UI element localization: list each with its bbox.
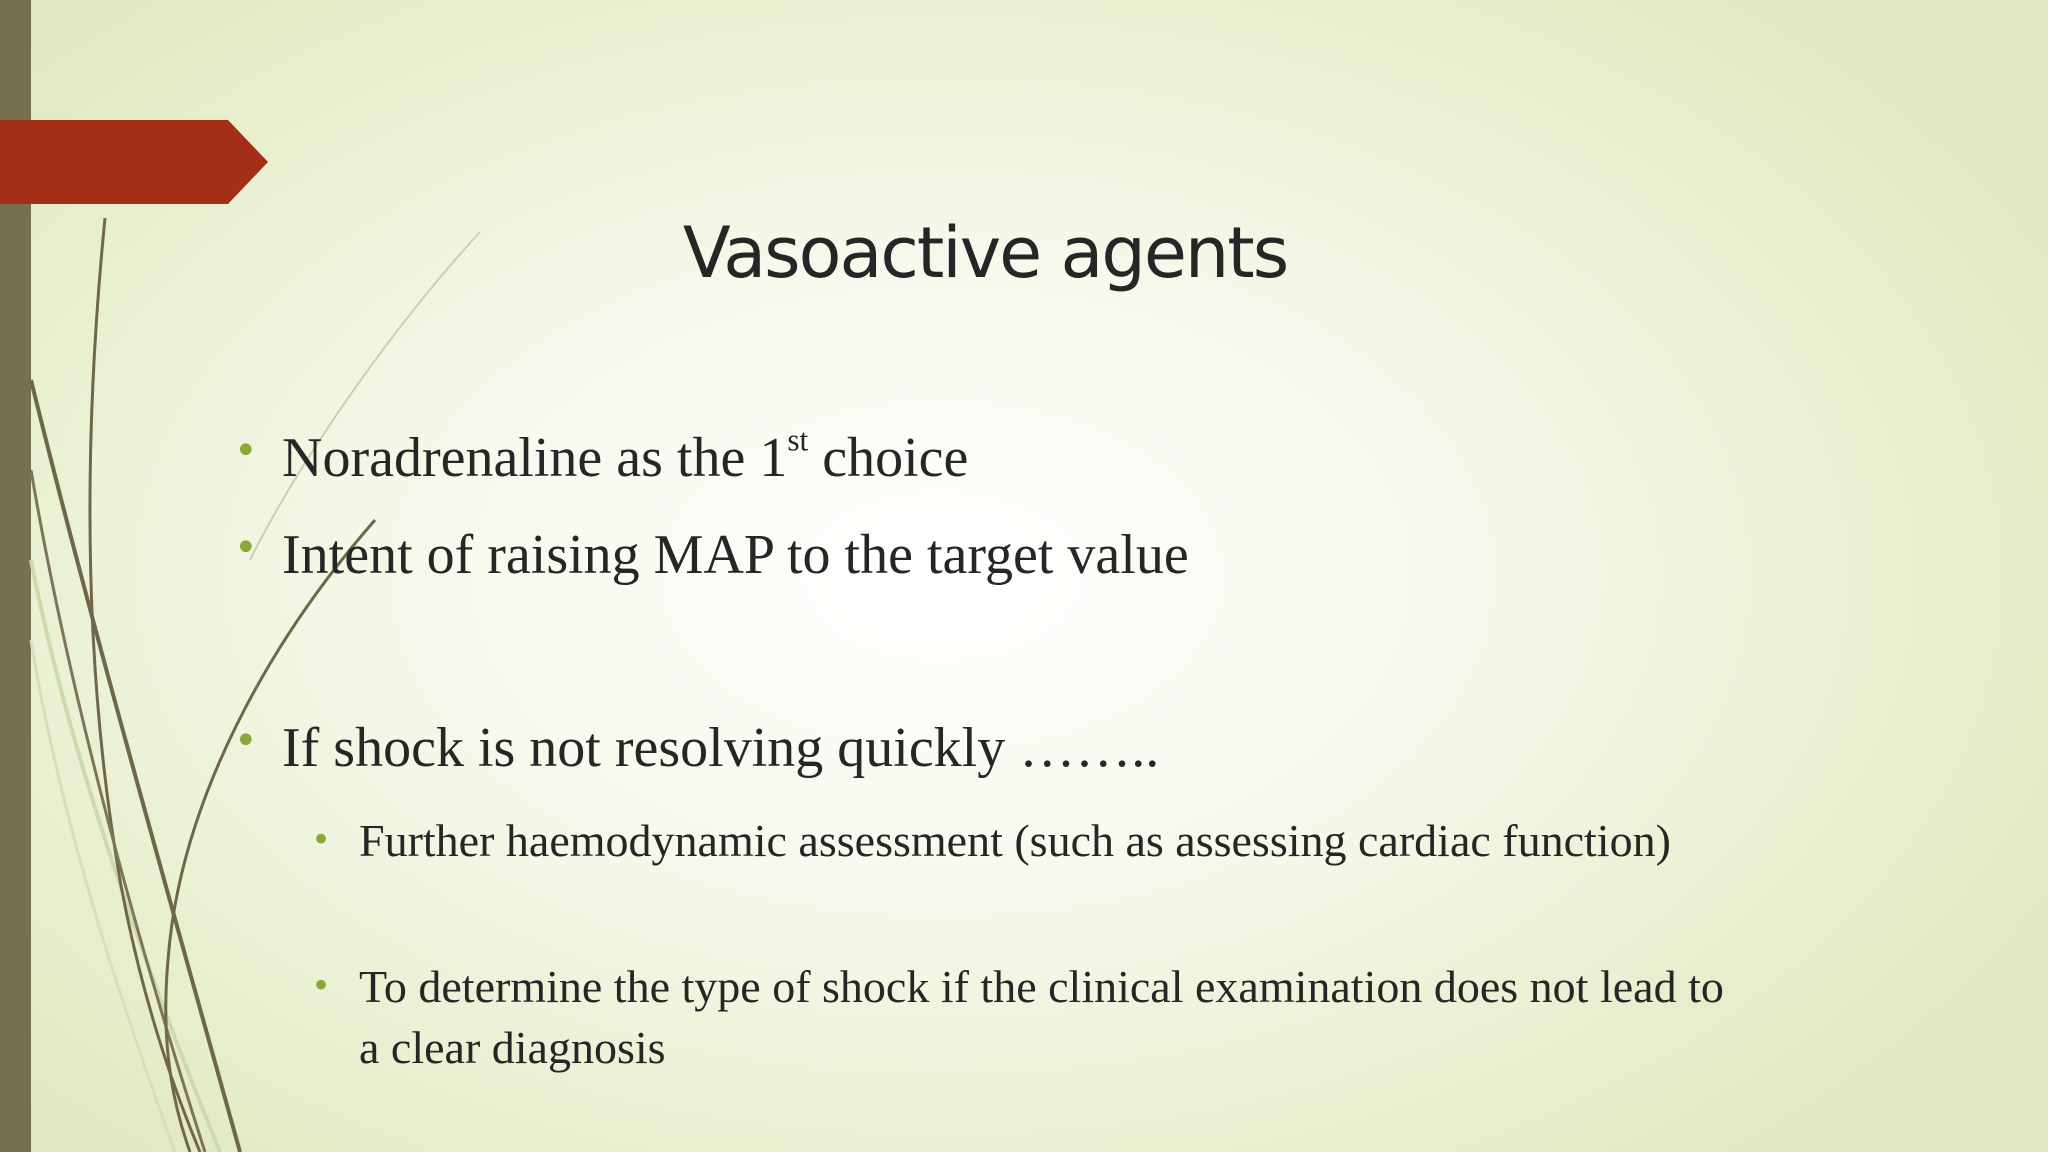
sub-bullet-determine-shock-type: • To determine the type of shock if the clinical examination does not lead to a clear diagnosis [359, 956, 1749, 1078]
bullet-dot-icon: • [311, 820, 332, 860]
bullet-dot-icon: • [311, 966, 332, 1006]
bullet-dot-icon: • [234, 718, 258, 764]
slide-title: Vasoactive agents [682, 212, 1288, 294]
bullet-dot-icon: • [234, 428, 258, 474]
bullet-shock-not-resolving: • If shock is not resolving quickly …….. [234, 717, 1160, 779]
sub-bullet-haemodynamic-assessment: • Further haemodynamic assessment (such as assessing cardiac function) [359, 810, 1749, 871]
bullet-intent-map: • Intent of raising MAP to the target value [234, 524, 1189, 586]
bullet-dot-icon: • [234, 525, 258, 571]
bullet-noradrenaline: • Noradrenaline as the 1st choice [234, 422, 969, 489]
